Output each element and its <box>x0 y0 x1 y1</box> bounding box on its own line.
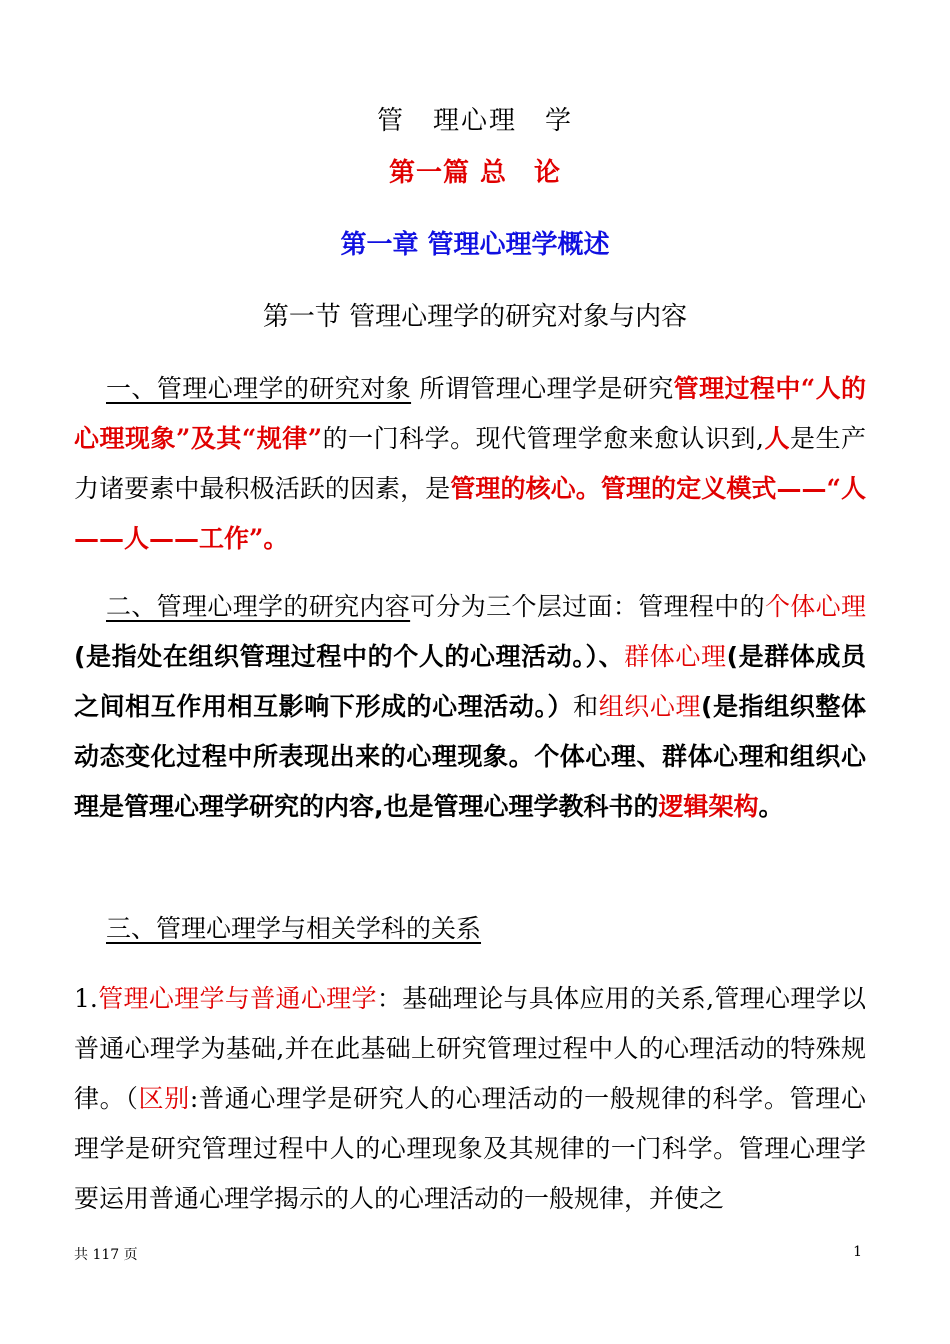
bold-text: (是群体成员之间相互作用相互影响下形成的心理活动。） <box>74 642 866 721</box>
page-count: 共 117 页 <box>74 1247 138 1263</box>
document-title: 管 理心理 学 <box>376 106 573 136</box>
highlight-text: 人 <box>764 424 790 453</box>
bold-text: (是指处在组织管理过程中的个人的心理活动。）、 <box>74 642 625 671</box>
body-text: 可分为三个层过面：管理程中的 <box>410 592 765 621</box>
body-text: 所谓管理心理学是研究 <box>411 374 674 403</box>
paragraph-related-disciplines <box>74 904 866 954</box>
paragraph-heading: 一、管理心理学的研究对象 <box>106 374 412 403</box>
body-text: 。 <box>575 474 601 503</box>
highlight-text: 管理心理学与普通心理学 <box>97 984 377 1013</box>
highlight-text: 逻辑架构 <box>658 792 759 821</box>
bold-text: 。 <box>758 792 784 821</box>
highlight-text: 群体心理 <box>624 642 727 671</box>
chapter-heading: 第一章 管理心理学概述 <box>340 230 610 260</box>
body-text: ：基础理论与具体应用的关系,管理心理学以普通心理学为基础,并在此基础上研究管理过程中人的心理活动的特殊规律。（ <box>74 984 866 1113</box>
list-number: 1. <box>74 984 98 1013</box>
highlight-text: 管理过程中“人的心理现象”及其“规律” <box>74 374 866 453</box>
paragraph-research-object <box>74 364 866 564</box>
highlight-text: 管理的定义模式——“人——人——工作”。 <box>74 474 866 553</box>
section-heading: 第一节 管理心理学的研究对象与内容 <box>262 302 688 332</box>
part-heading: 第一篇 总 论 <box>388 158 562 188</box>
page-number: 1 <box>853 1244 862 1260</box>
paragraph-heading: 三、管理心理学与相关学科的关系 <box>106 914 482 943</box>
paragraph-general-psychology <box>74 974 866 1224</box>
paragraph-research-content <box>74 582 866 832</box>
highlight-text: 区别 <box>138 1084 190 1113</box>
highlight-text: 组织心理 <box>598 692 702 721</box>
highlight-text: 个体心理 <box>764 592 866 621</box>
body-text: :普通心理学是研究人的心理活动的一般规律的科学。管理心理学是研究管理过程中人的心理现象及其规律的一门科学。管理心理学要运用普通心理学揭示的人的心理活动的一般规律，并使之 <box>74 1084 866 1213</box>
highlight-text: 管理的核心 <box>450 474 576 503</box>
bold-text: (是指组织整体动态变化过程中所表现出来的心理现象。个体心理、群体心理和组织心理是管理心理学研究的内容,也是管理心理学教科书的 <box>74 692 866 821</box>
body-text: 和 <box>573 692 599 721</box>
body-text: 的一门科学。现代管理学愈来愈认识到, <box>322 424 764 453</box>
paragraph-heading: 二、管理心理学的研究内容 <box>106 592 411 621</box>
body-text: 是生产力诸要素中最积极活跃的因素，是 <box>74 424 866 503</box>
